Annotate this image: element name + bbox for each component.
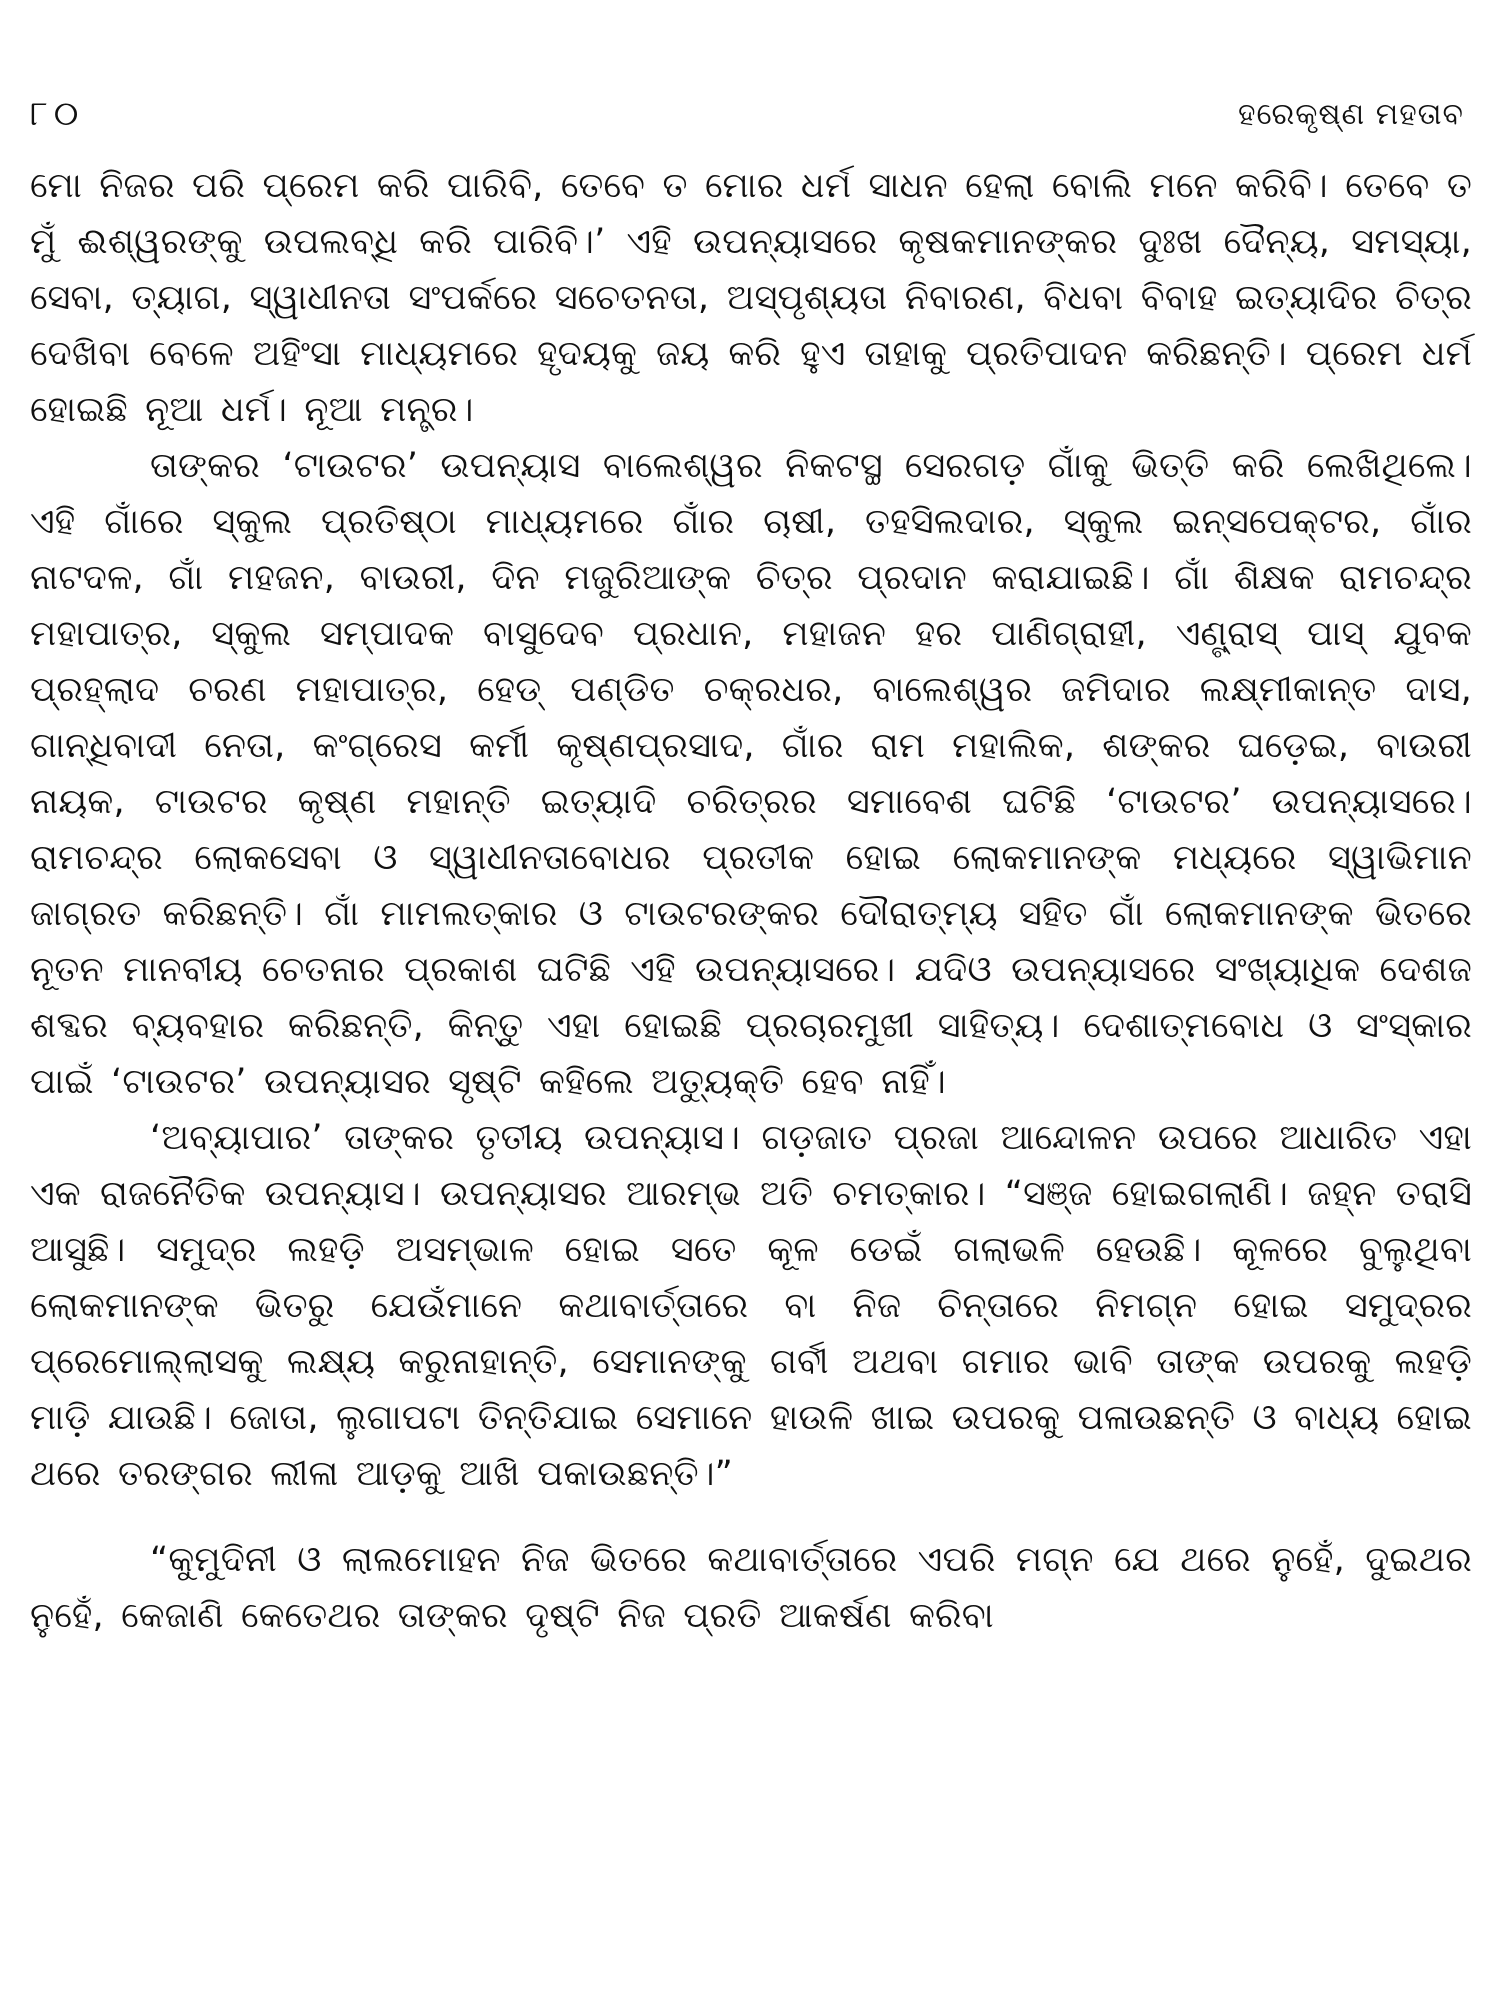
page-header bbox=[30, 92, 1464, 136]
body-text bbox=[30, 158, 1472, 1644]
paragraph-abyapara: ‘ଅବ୍ୟାପାର’ ତାଙ୍କର ତୃତୀୟ ଉପନ୍ୟାସ। ଗଡ଼ଜାତ ପ୍ରଜା ଆନ୍ଦୋଳନ ଉପରେ ଆଧାରିତ ଏହା ଏକ ରାଜନୈତିକ ଉପନ୍ୟାସ। ଉପନ୍ୟାସର ଆରମ୍ଭ ଅତି ଚମତ୍କାର। “ସଞ୍ଜ ହୋଇଗଲାଣି। ଜହ୍ନ ତରାସି ଆସୁଛି। ସମୁଦ୍ର ଲହଡ଼ି ଅସମ୍ଭାଳ ହୋଇ ସତେ କୂଳ ଡେଇଁ ଗଲାଭଳି ହେଉଛି। କୂଳରେ ବୁଲୁଥିବା ଲୋକମାନଙ୍କ ଭିତରୁ ଯେଉଁମାନେ କଥାବାର୍ତ୍ତାରେ ବା ନିଜ ଚିନ୍ତାରେ ନିମଗ୍ନ ହୋଇ ସମୁଦ୍ରର ପ୍ରେମୋଲ୍ଲାସକୁ ଲକ୍ଷ୍ୟ କରୁନାହାନ୍ତି, ସେମାନଙ୍କୁ ଗର୍ବୀ ଅଥବା ଗମାର ଭାବି ତାଙ୍କ ଉପରକୁ ଲହଡ଼ି ମାଡ଼ି ଯାଉଛି। ଜୋତା, ଲୁଗାପଟା ତିନ୍ତିଯାଇ ସେମାନେ ହାଉଳି ଖାଇ ଉପରକୁ ପଳାଉଛନ୍ତି ଓ ବାଧ୍ୟ ହୋଇ ଥରେ ତରଙ୍ଗର ଲୀଳା ଆଡ଼କୁ ଆଖି ପକାଉଛନ୍ତି।” bbox=[30, 1118, 1472, 1494]
page-number: ୮୦ bbox=[30, 94, 85, 134]
paragraph-tautar: ତାଙ୍କର ‘ଟାଉଟର’ ଉପନ୍ୟାସ ବାଲେଶ୍ୱର ନିକଟସ୍ଥ ସେରଗଡ଼ ଗାଁକୁ ଭିତ୍ତି କରି ଲେଖିଥିଲେ। ଏହି ଗାଁରେ ସ୍କୁଲ ପ୍ରତିଷ୍ଠା ମାଧ୍ୟମରେ ଗାଁର ଚାଷୀ, ତହସିଲଦାର, ସ୍କୁଲ ଇନ୍‌ସପେକ୍ଟର, ଗାଁର ନାଟଦଳ, ଗାଁ ମହଜନ, ବାଉରୀ, ଦିନ ମଜୁରିଆଙ୍କ ଚିତ୍ର ପ୍ରଦାନ କରାଯାଇଛି। ଗାଁ ଶିକ୍ଷକ ରାମଚନ୍ଦ୍ର ମହାପାତ୍ର, ସ୍କୁଲ ସମ୍ପାଦକ ବାସୁଦେବ ପ୍ରଧାନ, ମହାଜନ ହର ପାଣିଗ୍ରାହୀ, ଏଣ୍ଟ୍ରାସ୍ ପାସ୍ ଯୁବକ ପ୍ରହ୍ଲାଦ ଚରଣ ମହାପାତ୍ର, ହେଡ୍ ପଣ୍ଡିତ ଚକ୍ରଧର, ବାଲେଶ୍ୱର ଜମିଦାର ଲକ୍ଷ୍ମୀକାନ୍ତ ଦାସ, ଗାନ୍ଧିବାଦୀ ନେତା, କଂଗ୍ରେସ କର୍ମୀ କୃଷ୍ଣପ୍ରସାଦ, ଗାଁର ରାମ ମହାଲିକ, ଶଙ୍କର ଘଡ଼େଇ, ବାଉରୀ ନାୟକ, ଟାଉଟର କୃଷ୍ଣ ମହାନ୍ତି ଇତ୍ୟାଦି ଚରିତ୍ରର ସମାବେଶ ଘଟିଛି ‘ଟାଉଟର’ ଉପନ୍ୟାସରେ। ରାମଚନ୍ଦ୍ର ଲୋକସେବା ଓ ସ୍ୱାଧୀନତାବୋଧର ପ୍ରତୀକ ହୋଇ ଲୋକମାନଙ୍କ ମଧ୍ୟରେ ସ୍ୱାଭିମାନ ଜାଗ୍ରତ କରିଛନ୍ତି। ଗାଁ ମାମଲତ୍‌କାର ଓ ଟାଉଟରଙ୍କର ଦୌରାତ୍ମ୍ୟ ସହିତ ଗାଁ ଲୋକମାନଙ୍କ ଭିତରେ ନୂତନ ମାନବୀୟ ଚେତନାର ପ୍ରକାଶ ଘଟିଛି ଏହି ଉପନ୍ୟାସରେ। ଯଦିଓ ଉପନ୍ୟାସରେ ସଂଖ୍ୟାଧିକ ଦେଶଜ ଶବ୍ଦର ବ୍ୟବହାର କରିଛନ୍ତି, କିନ୍ତୁ ଏହା ହୋଇଛି ପ୍ରଚାରମୁଖୀ ସାହିତ୍ୟ। ଦେଶାତ୍ମବୋଧ ଓ ସଂସ୍କାର ପାଇଁ ‘ଟାଉଟର’ ଉପନ୍ୟାସର ସୃଷ୍ଟି କହିଲେ ଅତ୍ୟୁକ୍ତି ହେବ ନାହିଁ। bbox=[30, 446, 1472, 1102]
paragraph-continuation: ମୋ ନିଜର ପରି ପ୍ରେମ କରି ପାରିବି, ତେବେ ତ ମୋର ଧର୍ମ ସାଧନ ହେଲା ବୋଲି ମନେ କରିବି। ତେବେ ତ ମୁଁ ଈଶ୍ୱରଙ୍କୁ ଉପଲବ୍ଧି କରି ପାରିବି।’ ଏହି ଉପନ୍ୟାସରେ କୃଷକମାନଙ୍କର ଦୁଃଖ ଦୈନ୍ୟ, ସମସ୍ୟା, ସେବା, ତ୍ୟାଗ, ସ୍ୱାଧୀନତା ସଂପର୍କରେ ସଚେତନତା, ଅସ୍ପୃଶ୍ୟତା ନିବାରଣ, ବିଧବା ବିବାହ ଇତ୍ୟାଦିର ଚିତ୍ର ଦେଖିବା ବେଳେ ଅହିଂସା ମାଧ୍ୟମରେ ହୃଦୟକୁ ଜୟ କରି ହୁଏ ତାହାକୁ ପ୍ରତିପାଦନ କରିଛନ୍ତି। ପ୍ରେମ ଧର୍ମ ହୋଇଛି ନୂଆ ଧର୍ମ। ନୂଆ ମନ୍ତ୍ର। bbox=[30, 166, 1472, 430]
running-head-author: ହରେକୃଷ୍ଣ ମହତାବ bbox=[1237, 96, 1464, 132]
paragraph-quote: “କୁମୁଦିନୀ ଓ ଲାଲମୋହନ ନିଜ ଭିତରେ କଥାବାର୍ତ୍ତାରେ ଏପରି ମଗ୍ନ ଯେ ଥରେ ନୁହେଁ, ଦୁଇଥର ନୁହେଁ, କେଜାଣି କେତେଥର ତାଙ୍କର ଦୃଷ୍ଟି ନିଜ ପ୍ରତି ଆକର୍ଷଣ କରିବା bbox=[30, 1540, 1472, 1636]
